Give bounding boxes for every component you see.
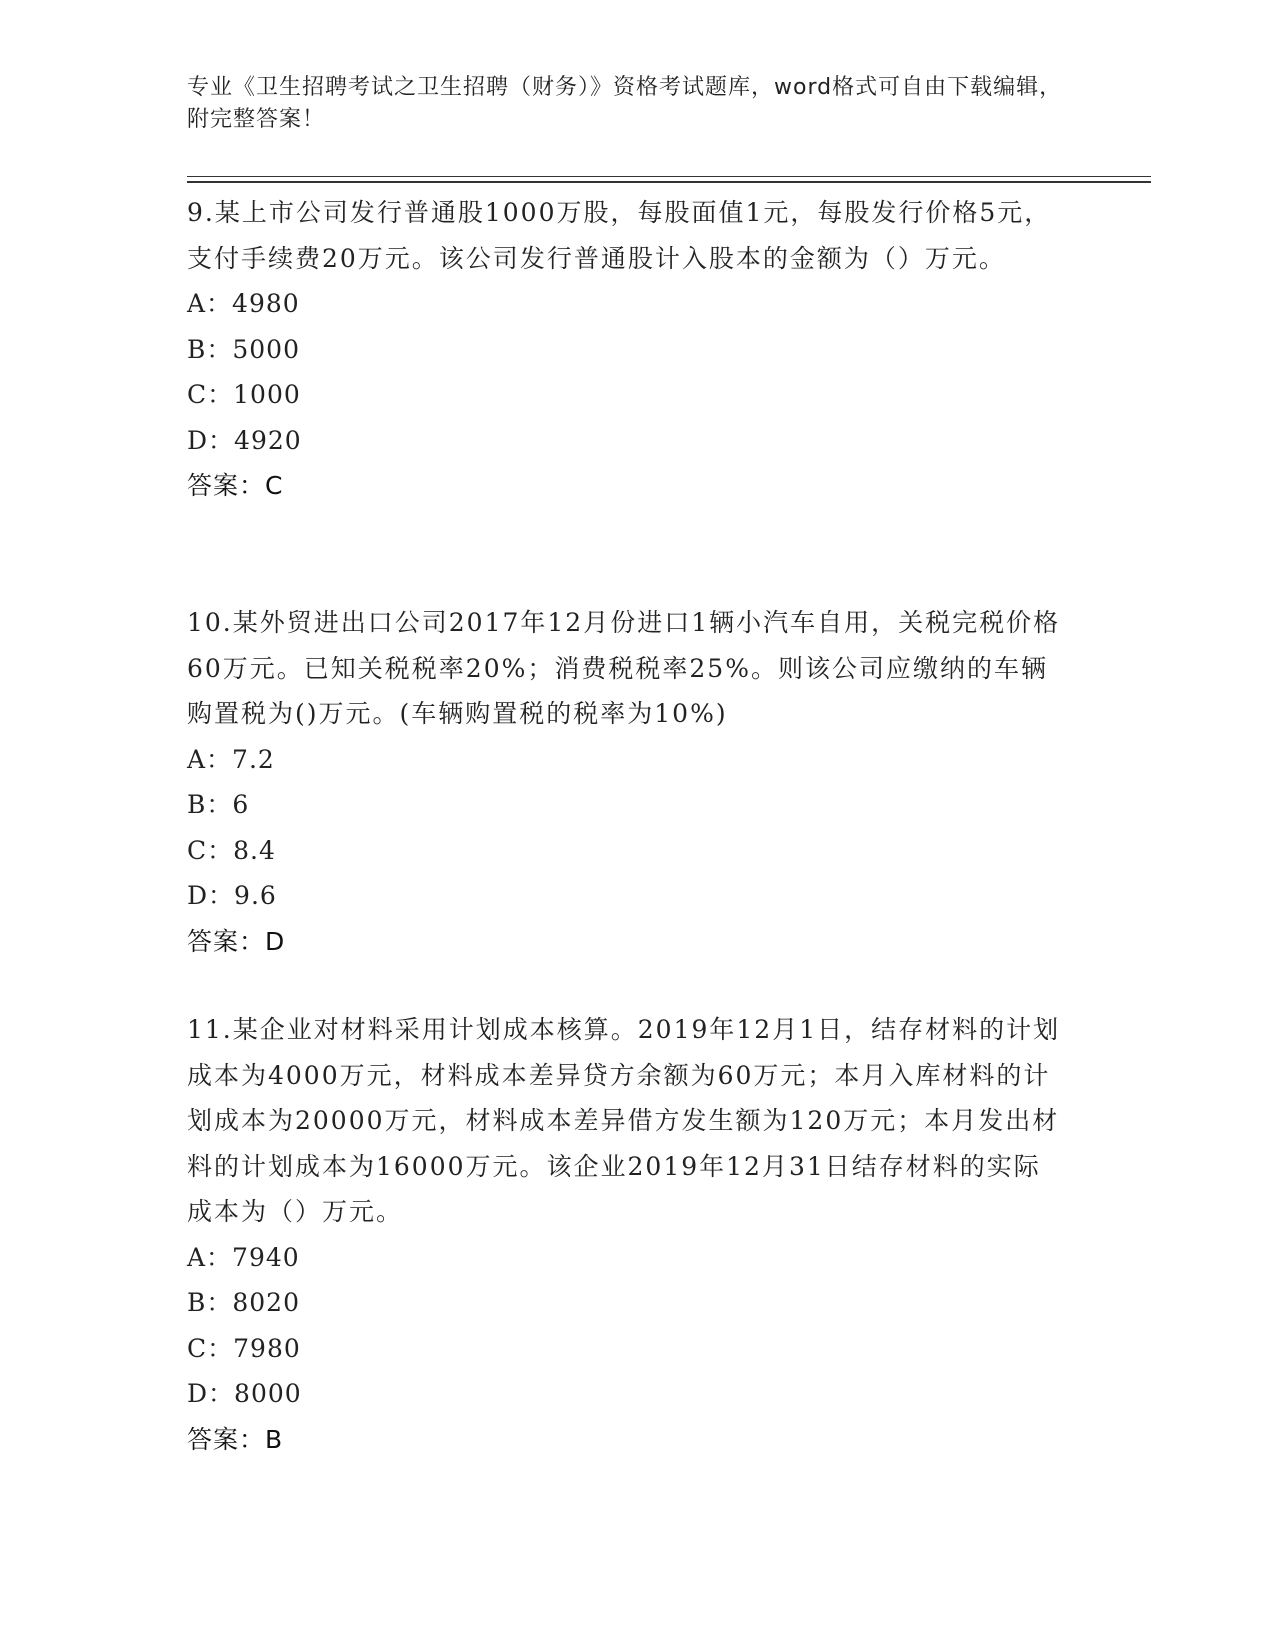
question-stem: 10.某外贸进出口公司2017年12月份进口1辆小汽车自用，关税完税价格60万元。已知关税税率20%；消费税税率25%。则该公司应缴纳的车辆购置税为()万元。(车辆购置税的税率为10%) [187,608,1061,728]
answer-line: 答案：B [187,1424,284,1454]
option-a: A：7940 [187,1242,300,1272]
header-divider-thick [187,181,1151,183]
option-d: D：4920 [187,425,302,455]
option-d: D：9.6 [187,881,277,910]
header-title: 专业《卫生招聘考试之卫生招聘（财务）》资格考试题库，word格式可自由下载编辑，附完整答案！ [187,75,1063,132]
option-b: B：6 [187,790,250,819]
option-a: A：4980 [187,289,300,318]
option-d: D：8000 [187,1379,302,1408]
option-c: C：7980 [187,1333,301,1363]
question-11 [187,1007,1067,1462]
option-b: B：5000 [187,334,300,364]
option-b: B：8020 [187,1288,300,1317]
option-c: C：1000 [187,380,301,409]
option-c: C：8.4 [187,835,276,865]
question-10 [187,600,1067,964]
question-stem: 11.某企业对材料采用计划成本核算。2019年12月1日，结存材料的计划成本为4000万元，材料成本差异贷方余额为60万元；本月入库材料的计划成本为20000万元，材料成本差异借方发生额为120万元；本月发出材料的计划成本为16000万元。该企业2019年12月31日结存材料的实际成本为（）万元。 [187,1015,1061,1226]
question-9 [187,190,1067,509]
question-stem: 9.某上市公司发行普通股1000万股，每股面值1元，每股发行价格5元，支付手续费20万元。该公司发行普通股计入股本的金额为（）万元。 [187,198,1052,273]
header-divider-thin [187,176,1151,177]
document-header [187,72,1067,136]
option-a: A：7.2 [187,744,275,774]
answer-line: 答案：C [187,471,284,500]
answer-line: 答案：D [187,926,286,956]
